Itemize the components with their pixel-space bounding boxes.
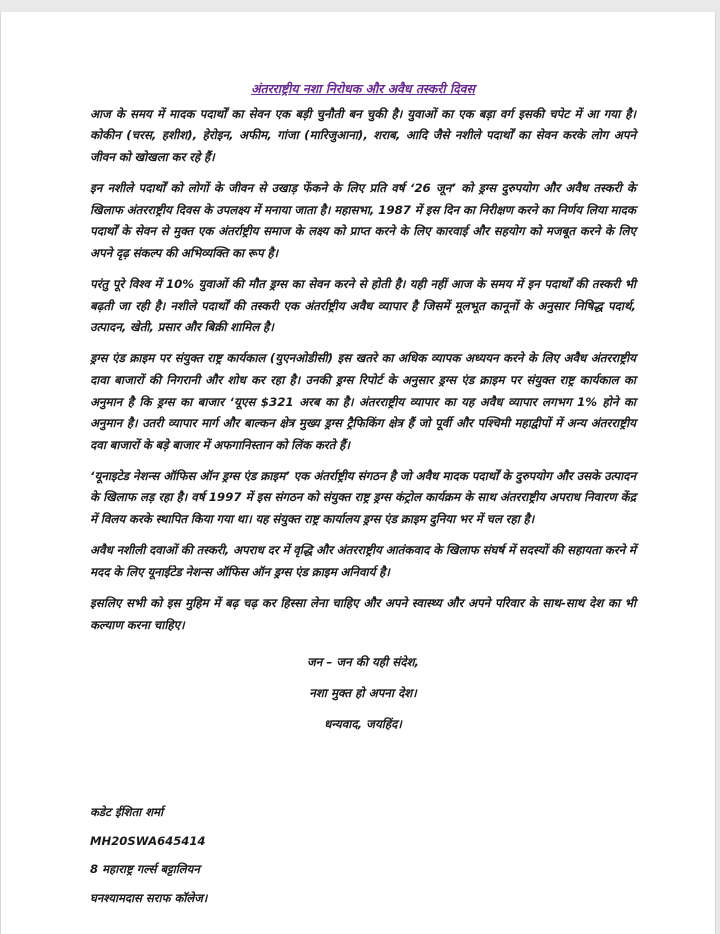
registration-number: MH20SWA645414 [90, 833, 206, 848]
signatory-name: कडेट ईशिता शर्मा [90, 805, 164, 819]
college-name: घनश्यामदास सराफ कॉलेज। [90, 890, 208, 905]
paragraph-unodc-history: ‘यूनाइटेड नेशन्स ऑफिस ऑन ड्रग्स एंड क्राइम’ एक अंतर्राष्ट्रीय संगठन है जो अवैध मादक पदार्थों के दुरुपयोग और उसके उत्पादन के खिलाफ लड़ रहा है। वर्ष 1997 में इस संगठन को संयुक्त राष्ट्र ड्रग्स कंट्रोल कार्यक्रम के साथ अंतरराष्ट्रीय अपराध निवारण केंद्र में विलय करके स्थापित किया गया था। यह संयुक्त राष्ट्र कार्यालय ड्रग्स एंड क्राइम दुनिया भर में चल रहा है। [90, 468, 636, 527]
paragraph-intro: आज के समय में मादक पदार्थों का सेवन एक बड़ी चुनौती बन चुकी है। युवाओं का एक बड़ा वर्ग इसकी चपेट में आ गया है। कोकीन (चरस, हशीश), हेरोइन, अफीम, गांजा (मारिजुआना), शराब, आदि जैसे नशीले पदार्थों का सेवन करके लोग अपने जीवन को खोखला कर रहे हैं। [90, 106, 636, 164]
document-page [0, 12, 716, 934]
slogan-line-2: नशा मुक्त हो अपना देश। [309, 685, 417, 700]
signature-block [90, 798, 207, 912]
slogan-line-1: जन – जन की यही संदेश, [306, 654, 420, 669]
paragraph-unodc-research: ड्रग्स एंड क्राइम पर संयुक्त राष्ट्र कार्यकाल (युएनओडीसी) इस खतरे का अधिक व्यापक अध्ययन करने के लिए अवैध अंतरराष्ट्रीय दावा बाजारों की निगरानी और शोध कर रहा है। उनकी ड्रग्स रिपोर्ट के अनुसार ड्रग्स एंड क्राइम पर संयुक्त राष्ट्र कार्यकाल का अनुमान है कि ड्रग्स का बाजार ‘यूएस $321 अरब का है। अंतरराष्ट्रीय व्यापार का यह अवैध व्यापार लगभग 1% होने का अनुमान है। उतरी व्यापार मार्ग और बाल्कन क्षेत्र मुख्य ड्रग्स ट्रैफिकिंग क्षेत्र हैं जो पूर्वी और पश्चिमी महाद्वीपों में अन्य अंतरराष्ट्रीय दवा बाजारों के बड़े बाजार में अफगानिस्तान को लिंक करते हैं। [90, 351, 636, 452]
paragraph-june-26: इन नशीले पदार्थों को लोगों के जीवन से उखाड़ फेंकने के लिए प्रति वर्ष ‘26 जून’ को ड्रग्स दुरुपयोग और अवैध तस्करी के खिलाफ अंतरराष्ट्रीय दिवस के उपलक्ष्य में मनाया जाता है। महासभा, 1987 में इस दिन का निरीक्षण करने का निर्णय लिया मादक पदार्थों के सेवन से मुक्त एक अंतर्राष्ट्रीय समाज के लक्ष्य को प्राप्त करने के लिए कारवाई और सहयोग को मजबूत करने के लिए अपने दृढ़ संकल्प की अभिव्यक्ति का रूप है। [90, 180, 636, 260]
document-body [90, 78, 636, 735]
paragraph-youth-deaths: परंतु पूरे विश्व में 10% युवाओं की मौत ड्रग्स का सेवन करने से होती है। यही नहीं आज के समय में इन पदार्थों की तस्करी भी बढ़ती जा रही है। नशीले पदार्थों की तस्करी एक अंतर्राष्ट्रीय अवैध व्यापार है जिसमें मूलभूत कानूनों के अनुसार निषिद्ध पदार्थ, उत्पादन, खेती, प्रसार और बिक्री शामिल है। [90, 276, 636, 335]
paragraph-appeal: इसलिए सभी को इस मुहिम में बढ़ चढ़ कर हिस्सा लेना चाहिए और अपने स्वास्थ्य और अपने परिवार के साथ-साथ देश का भी कल्याण करना चाहिए। [90, 596, 636, 632]
paragraph-support: अवैध नशीली दवाओं की तस्करी, अपराध दर में वृद्धि और अंतरराष्ट्रीय आतंकवाद के खिलाफ संघर्ष में सदस्यों की सहायता करने में मदद के लिए यूनाईटेड नेशन्स ऑफिस ऑन ड्रग्स एंड क्राइम अनिवार्य है। [90, 543, 636, 579]
document-title: अंतरराष्ट्रीय नशा निरोधक और अवैध तस्करी दिवस [251, 81, 475, 96]
closing-line: धन्यवाद, जयहिंद। [324, 716, 402, 731]
battalion-name: 8 महाराष्ट्र गर्ल्स बट्टालियन [90, 862, 200, 876]
